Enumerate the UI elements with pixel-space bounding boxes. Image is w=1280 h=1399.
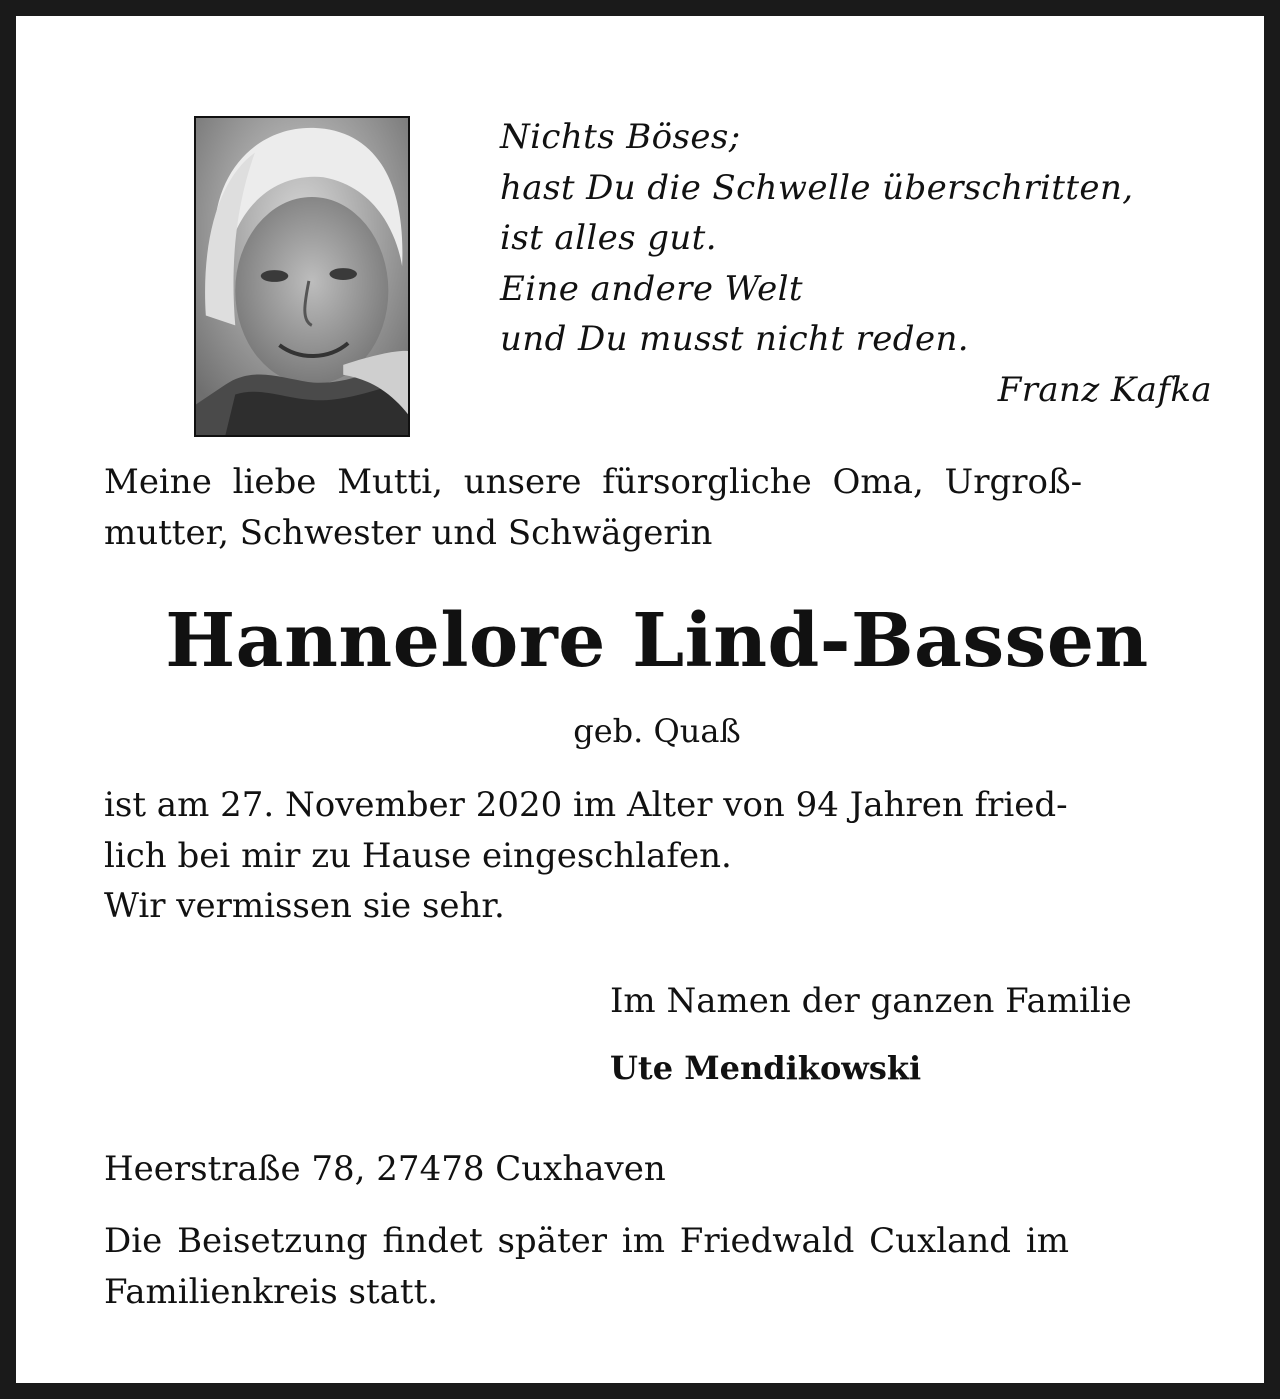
quote-line: Nichts Böses;	[500, 117, 741, 157]
funeral-line: Familienkreis statt.	[104, 1271, 439, 1312]
kafka-quote	[500, 112, 1212, 415]
birth-name: geb. Quaß	[573, 712, 741, 750]
intro-line: Meine liebe Mutti, unsere fürsorgliche Oma, Urgroß-	[104, 462, 1083, 502]
quote-author: Franz Kafka	[997, 369, 1212, 410]
deceased-name: Hannelore Lind-Bassen	[165, 598, 1149, 684]
announcement-text	[104, 780, 1210, 932]
announcement-line: Wir vermissen sie sehr.	[104, 886, 505, 926]
quote-line: und Du musst nicht reden.	[500, 319, 969, 359]
quote-line: Eine andere Welt	[500, 268, 803, 309]
family-line: Im Namen der ganzen Familie	[610, 981, 1132, 1021]
address: Heerstraße 78, 27478 Cuxhaven	[104, 1149, 666, 1189]
intro-text	[104, 457, 1210, 558]
quote-line: ist alles gut.	[500, 218, 717, 258]
announcement-line: ist am 27. November 2020 im Alter von 94 Jahren fried-	[104, 785, 1068, 825]
quote-line: hast Du die Schwelle überschritten,	[500, 167, 1134, 208]
signature-block	[610, 976, 1210, 1093]
announcement-line: lich bei mir zu Hause eingeschlafen.	[104, 835, 732, 876]
intro-line: mutter, Schwester und Schwägerin	[104, 512, 713, 553]
portrait-photo	[194, 116, 410, 437]
funeral-note	[104, 1216, 1210, 1317]
portrait-image	[196, 118, 408, 435]
signer-name: Ute Mendikowski	[610, 1048, 922, 1087]
funeral-line: Die Beisetzung findet später im Friedwald Cuxland im	[104, 1221, 1069, 1261]
